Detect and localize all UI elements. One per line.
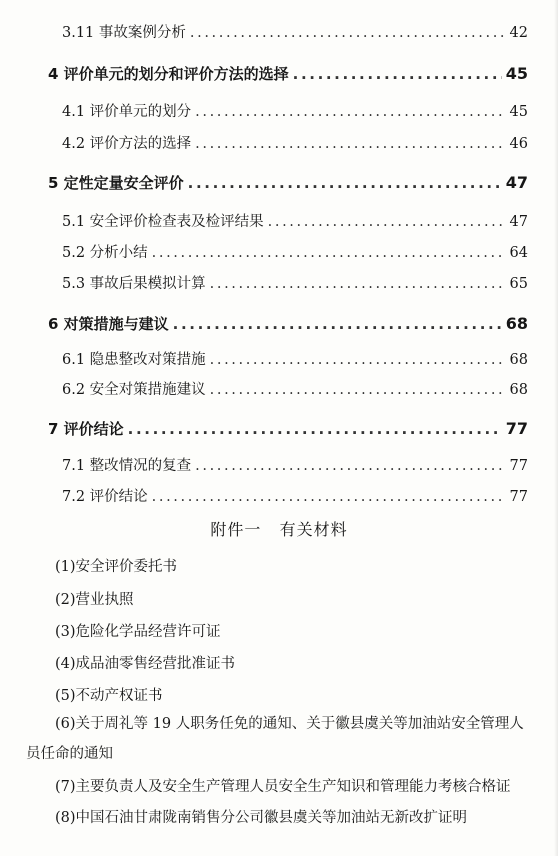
toc-entry-page: 77	[509, 489, 528, 505]
appendix-item: (5)不动产权证书	[55, 688, 163, 704]
toc-chapter-title: 4 评价单元的划分和评价方法的选择	[48, 65, 289, 83]
toc-entry[interactable]	[62, 100, 528, 121]
toc-entry-page: 47	[509, 214, 528, 230]
toc-entry-title: 6.2 安全对策措施建议	[62, 382, 206, 398]
toc-entry-title: 4.1 评价单元的划分	[62, 104, 192, 120]
toc-entry-page: 42	[509, 25, 528, 41]
appendix-item: (8)中国石油甘肃陇南销售分公司徽县虞关等加油站无新改扩证明	[55, 810, 468, 826]
toc-entry-title: 4.2 评价方法的选择	[62, 136, 192, 152]
toc-leader-dots	[128, 420, 502, 438]
toc-entry-title: 5.1 安全评价检查表及检评结果	[62, 214, 264, 230]
toc-entry[interactable]	[62, 132, 528, 153]
toc-leader-dots	[210, 276, 506, 292]
appendix-item: (6)关于周礼等 19 人职务任免的通知、关于徽县虞关等加油站安全管理人员任命的通知	[26, 716, 524, 762]
toc-entry-page: 77	[509, 458, 528, 474]
appendix-item: (7)主要负责人及安全生产管理人员安全生产知识和管理能力考核合格证	[55, 779, 511, 795]
toc-chapter-title: 6 对策措施与建议	[48, 315, 169, 333]
toc-entry[interactable]	[62, 21, 528, 42]
toc-entry-title: 6.1 隐患整改对策措施	[62, 352, 206, 368]
toc-entry-page: 45	[509, 104, 528, 120]
toc-leader-dots	[268, 214, 506, 230]
toc-entry-title: 7.1 整改情况的复查	[62, 458, 192, 474]
toc-entry-page: 68	[509, 352, 528, 368]
appendix-title: 附件一 有关材料	[210, 520, 348, 539]
page-edge-shadow	[554, 0, 558, 856]
toc-entry-page: 68	[509, 382, 528, 398]
toc-chapter[interactable]	[48, 418, 528, 439]
toc-leader-dots	[195, 136, 505, 152]
appendix-item: (4)成品油零售经营批准证书	[55, 656, 236, 672]
toc-leader-dots	[190, 25, 506, 41]
toc-leader-dots	[173, 315, 502, 333]
toc-leader-dots	[188, 174, 502, 192]
toc-entry[interactable]	[62, 378, 528, 399]
toc-entry[interactable]	[62, 485, 528, 506]
toc-entry-title: 5.3 事故后果模拟计算	[62, 276, 206, 292]
toc-leader-dots	[195, 104, 505, 120]
appendix-item: (2)营业执照	[55, 592, 134, 608]
toc-entry-title: 3.11 事故案例分析	[62, 25, 186, 41]
toc-chapter[interactable]	[48, 172, 528, 193]
toc-entry[interactable]	[62, 348, 528, 369]
toc-chapter-page: 68	[505, 314, 528, 333]
appendix-item: (1)安全评价委托书	[55, 559, 178, 575]
toc-leader-dots	[210, 352, 506, 368]
toc-chapter-title: 7 评价结论	[48, 420, 124, 438]
toc-chapter-page: 47	[505, 173, 528, 192]
toc-chapter-page: 45	[505, 64, 528, 83]
toc-chapter[interactable]	[48, 63, 528, 84]
toc-entry-title: 5.2 分析小结	[62, 245, 148, 261]
toc-chapter-title: 5 定性定量安全评价	[48, 174, 184, 192]
toc-entry[interactable]	[62, 454, 528, 475]
toc-leader-dots	[152, 245, 506, 261]
toc-chapter-page: 77	[505, 419, 528, 438]
toc-leader-dots	[152, 489, 506, 505]
toc-entry[interactable]	[62, 210, 528, 231]
toc-leader-dots	[293, 65, 502, 83]
toc-entry[interactable]	[62, 272, 528, 293]
toc-entry-page: 65	[509, 276, 528, 292]
toc-leader-dots	[210, 382, 506, 398]
toc-entry[interactable]	[62, 241, 528, 262]
toc-entry-page: 64	[509, 245, 528, 261]
toc-entry-title: 7.2 评价结论	[62, 489, 148, 505]
toc-chapter[interactable]	[48, 313, 528, 334]
toc-entry-page: 46	[509, 136, 528, 152]
toc-leader-dots	[195, 458, 505, 474]
appendix-item: (3)危险化学品经营许可证	[55, 624, 221, 640]
